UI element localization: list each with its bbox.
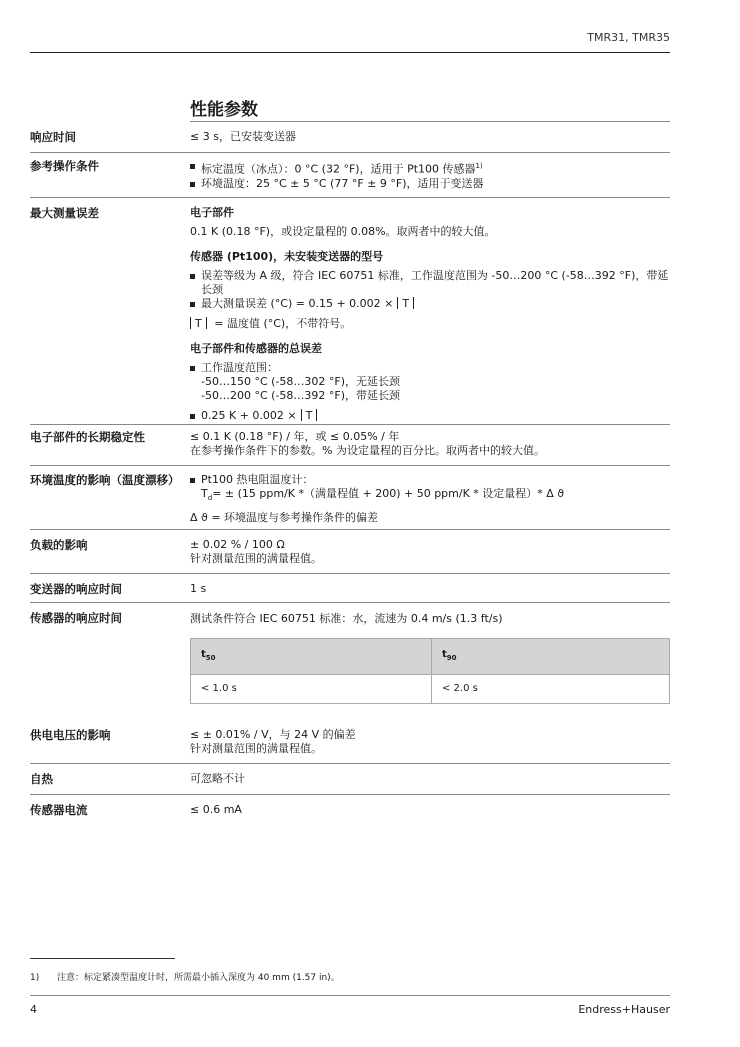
content-line: ± 0.02 % / 100 Ω bbox=[190, 538, 285, 551]
header-subscript: 90 bbox=[446, 654, 457, 662]
row-max-error bbox=[30, 198, 670, 425]
row-response-time bbox=[30, 122, 670, 153]
row-sensor-current bbox=[30, 795, 670, 825]
content-line: ≤ 0.1 K (0.18 °F) / 年，或 ≤ 0.05% / 年 bbox=[190, 430, 400, 443]
row-value: 可忽略不计 bbox=[190, 772, 245, 785]
column-header-t50 bbox=[191, 639, 432, 675]
row-value: 1 s bbox=[190, 582, 207, 595]
row-label: 自热 bbox=[30, 772, 53, 786]
footnote-ref: 1) bbox=[475, 162, 483, 170]
list-item bbox=[190, 409, 670, 423]
header-symbol: t bbox=[442, 649, 447, 660]
page-number: 4 bbox=[30, 1003, 37, 1016]
abs-bar-right bbox=[316, 409, 317, 421]
content-line: 在参考操作条件下的参数。% 为设定量程的百分比。取两者中的较大值。 bbox=[190, 444, 545, 457]
list-item-text: 工作温度范围： bbox=[201, 361, 278, 374]
list-item-text: -50…150 °C (-58…302 °F)，无延长颈 bbox=[201, 375, 401, 388]
abs-bar-right bbox=[413, 297, 414, 309]
delta-definition: Δ ϑ = 环境温度与参考操作条件的偏差 bbox=[190, 511, 379, 525]
row-content bbox=[190, 473, 670, 525]
list-item: 环境温度：25 °C ± 5 °C (77 °F ± 9 °F)，适用于变送器 bbox=[190, 177, 670, 191]
abs-bar-right bbox=[206, 317, 207, 329]
row-label: 传感器的响应时间 bbox=[30, 611, 122, 625]
subheading-electronics: 电子部件 bbox=[190, 206, 234, 219]
formula-text: = ± (15 ppm/K *（满量程值 + 200) + 50 ppm/K * 设定量程）* Δ ϑ bbox=[212, 487, 565, 500]
row-label: 环境温度的影响（温度漂移） bbox=[30, 473, 180, 487]
table-cell: < 1.0 s bbox=[191, 675, 432, 704]
row-label: 参考操作条件 bbox=[30, 159, 99, 173]
row-load-effect bbox=[30, 530, 670, 574]
table-header-row bbox=[191, 639, 670, 675]
t-symbol: T bbox=[195, 317, 202, 330]
row-value: ≤ 3 s，已安装变送器 bbox=[190, 130, 296, 143]
t-definition bbox=[190, 317, 670, 331]
t-symbol: T bbox=[402, 297, 410, 310]
row-transmitter-response bbox=[30, 574, 670, 603]
row-content bbox=[190, 430, 670, 458]
brand-name: Endress+Hauser bbox=[578, 1003, 670, 1016]
list-item: 误差等级为 A 级，符合 IEC 60751 标准，工作温度范围为 -50…200 °C (-58…392 °F)，带延长颈 bbox=[190, 269, 670, 297]
row-content bbox=[190, 159, 670, 191]
list-item-text: -50…200 °C (-58…392 °F)，带延长颈 bbox=[201, 389, 401, 402]
row-label: 负载的影响 bbox=[30, 538, 88, 552]
row-long-term-stability bbox=[30, 425, 670, 466]
row-self-heating bbox=[30, 764, 670, 795]
footnote-text: 注意：标定紧凑型温度计时，所需最小插入深度为 40 mm (1.57 in)。 bbox=[57, 973, 340, 983]
t-symbol: T bbox=[305, 409, 313, 422]
list-item bbox=[190, 361, 670, 403]
row-label: 响应时间 bbox=[30, 130, 76, 144]
column-header-t90 bbox=[432, 639, 670, 675]
list-item bbox=[190, 473, 670, 505]
subheading-sensor: 传感器 (Pt100)，未安装变送器的型号 bbox=[190, 250, 384, 263]
abs-bar-left bbox=[190, 317, 191, 329]
response-time-table bbox=[190, 638, 670, 704]
formula-subscript: d bbox=[207, 494, 213, 503]
formula-symbol: T bbox=[201, 487, 208, 500]
row-label: 变送器的响应时间 bbox=[30, 582, 122, 596]
row-content bbox=[190, 538, 670, 566]
subheading-total: 电子部件和传感器的总误差 bbox=[190, 342, 322, 355]
t-definition-text: = 温度值 (°C)，不带符号。 bbox=[210, 317, 352, 330]
formula bbox=[201, 487, 670, 505]
footnote-rule bbox=[30, 958, 175, 959]
abs-bar-left bbox=[301, 409, 302, 421]
footnote-number: 1) bbox=[30, 973, 40, 983]
row-supply-voltage bbox=[30, 718, 670, 764]
table-cell: < 2.0 s bbox=[432, 675, 670, 704]
header-rule bbox=[30, 52, 670, 53]
list-item-text: 标定温度（冰点）：0 °C (32 °F)，适用于 Pt100 传感器 bbox=[201, 162, 476, 176]
header-product: TMR31, TMR35 bbox=[587, 31, 670, 44]
abs-bar-left bbox=[397, 297, 398, 309]
list-item-text: Pt100 热电阻温度计： bbox=[201, 473, 314, 486]
row-sensor-response bbox=[30, 603, 670, 718]
content-line: 针对测量范围的满量程值。 bbox=[190, 742, 322, 755]
section-title: 性能参数 bbox=[190, 100, 258, 120]
electronics-text: 0.1 K (0.18 °F)，或设定量程的 0.08%。取两者中的较大值。 bbox=[190, 225, 496, 238]
row-content bbox=[190, 612, 670, 704]
row-label: 最大测量误差 bbox=[30, 206, 99, 220]
row-label: 供电电压的影响 bbox=[30, 728, 111, 742]
row-content bbox=[190, 206, 670, 423]
row-value: ≤ 0.6 mA bbox=[190, 803, 242, 816]
row-content bbox=[190, 728, 670, 756]
row-label: 传感器电流 bbox=[30, 803, 88, 817]
row-label: 电子部件的长期稳定性 bbox=[30, 430, 145, 444]
content-line: ≤ ± 0.01% / V，与 24 V 的偏差 bbox=[190, 728, 356, 741]
test-conditions: 测试条件符合 IEC 60751 标准：水，流速为 0.4 m/s (1.3 ft/s) bbox=[190, 612, 503, 625]
row-reference-conditions bbox=[30, 153, 670, 198]
row-ambient-effect bbox=[30, 466, 670, 530]
header-symbol: t bbox=[201, 649, 206, 660]
table-row bbox=[191, 675, 670, 704]
list-item-text: 最大测量误差 (°C) = 0.15 + 0.002 × bbox=[201, 297, 394, 310]
list-item bbox=[190, 297, 670, 311]
list-item bbox=[190, 159, 670, 177]
footer-rule bbox=[30, 995, 670, 996]
list-item-text: 0.25 K + 0.002 × bbox=[201, 409, 297, 422]
header-subscript: 50 bbox=[205, 654, 216, 662]
content-line: 针对测量范围的满量程值。 bbox=[190, 552, 322, 565]
footnote bbox=[30, 970, 340, 983]
